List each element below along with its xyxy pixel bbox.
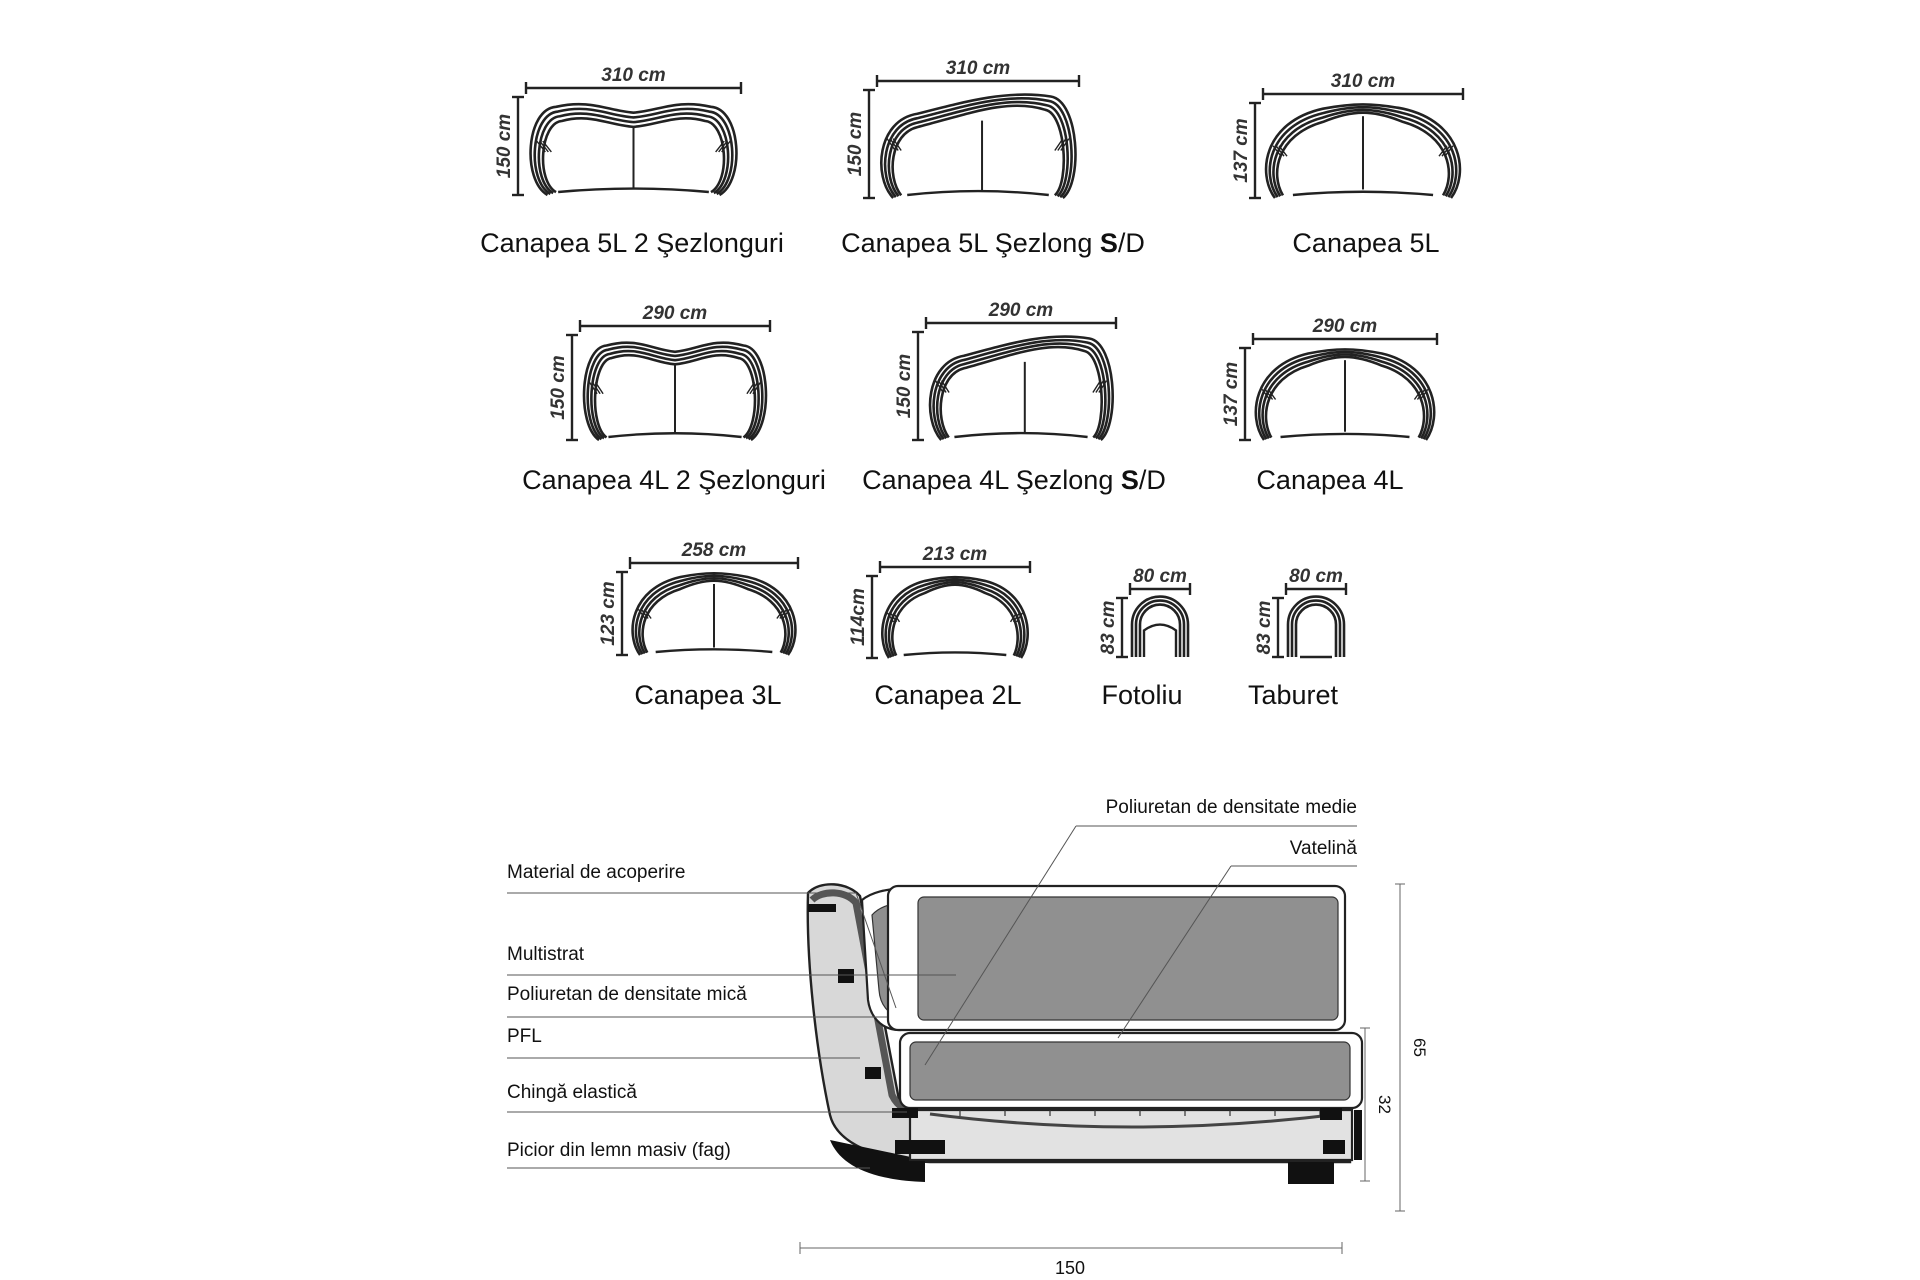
c2l-contour-1 <box>886 580 1025 657</box>
figure-c5l2s <box>494 65 741 195</box>
section-block-1 <box>838 969 854 983</box>
dim-total-height-label: 65 <box>1410 1038 1429 1057</box>
section-leg-right <box>1288 1162 1334 1184</box>
c4ls-width-label: 290 cm <box>988 300 1054 321</box>
figure-c3l <box>598 540 798 655</box>
c5ls-width-label: 310 cm <box>945 58 1011 79</box>
c2l-contour-0 <box>882 577 1027 658</box>
c3l-depth-label: 123 cm <box>598 581 619 646</box>
tab-contour-2 <box>1296 605 1336 657</box>
callout-pu-low: Poliuretan de densitate mică <box>507 984 747 1005</box>
c4ls-depth-label: 150 cm <box>894 353 915 419</box>
section-seat-frame <box>910 1110 1352 1160</box>
label-c4l: Canapea 4L <box>1256 465 1404 495</box>
callout-multistrat: Multistrat <box>507 944 585 965</box>
figure-c2l <box>848 544 1030 658</box>
c5l2s-width-label: 310 cm <box>601 65 666 86</box>
c4l-depth-label: 137 cm <box>1221 361 1242 427</box>
tab-contour-1 <box>1292 601 1340 657</box>
c5l-depth-label: 137 cm <box>1231 118 1252 183</box>
dim-seat-height-label: 32 <box>1375 1095 1394 1114</box>
label-c5l2s: Canapea 5L 2 Şezlonguri <box>480 228 784 258</box>
c2l-seat-front <box>904 652 1007 655</box>
section-block-2 <box>865 1067 881 1079</box>
figure-c4ls <box>894 300 1116 440</box>
callout-picior: Picior din lemn masiv (fag) <box>507 1140 731 1161</box>
c5l-seat-front <box>1293 192 1433 195</box>
label-c4ls-c: /D <box>1138 465 1166 495</box>
c3l-width-label: 258 cm <box>681 540 747 561</box>
label-c5ls-c: /D <box>1117 228 1145 258</box>
c4l2s-depth-label: 150 cm <box>548 355 569 420</box>
section-block-5 <box>895 1140 945 1154</box>
section-block-3 <box>892 1108 918 1118</box>
c5l2s-seat-front <box>558 189 709 192</box>
label-c4l2s: Canapea 4L 2 Şezlonguri <box>522 465 826 495</box>
fot-seat <box>1144 625 1176 657</box>
c5ls-contour-1 <box>885 98 1071 197</box>
callout-material: Material de acoperire <box>507 862 686 883</box>
figure-tab <box>1254 566 1346 657</box>
callout-pu-mid: Poliuretan de densitate medie <box>1105 797 1357 818</box>
callout-pfl: PFL <box>507 1026 542 1047</box>
section-frame-edge <box>1354 1110 1362 1160</box>
c5l2s-depth-label: 150 cm <box>494 113 515 179</box>
c4ls-contour-2 <box>937 344 1105 439</box>
section-block-6 <box>1323 1140 1345 1154</box>
figure-c4l2s <box>548 303 770 440</box>
c4l-seat-front <box>1281 434 1410 437</box>
label-c5ls-b: S <box>1099 228 1118 258</box>
c4l2s-seat-front <box>608 433 741 437</box>
c2l-depth-label: 114cm <box>848 588 869 646</box>
label-tab: Taburet <box>1247 680 1339 710</box>
c5ls-contour-2 <box>889 102 1068 196</box>
label-c5ls <box>841 228 1145 259</box>
section-block-0 <box>808 904 836 912</box>
figure-c4l <box>1221 316 1437 440</box>
label-c2l: Canapea 2L <box>874 680 1022 710</box>
c3l-seat-front <box>656 649 773 652</box>
label-fot: Fotoliu <box>1101 680 1183 710</box>
figure-c5ls <box>845 58 1079 198</box>
c5ls-seat-front <box>907 191 1049 195</box>
c4ls-seat-front <box>954 433 1087 437</box>
callout-chinga: Chingă elastică <box>507 1082 637 1103</box>
label-c5l: Canapea 5L <box>1292 228 1440 258</box>
figure-c5l <box>1231 71 1463 198</box>
tab-width-label: 80 cm <box>1289 566 1343 587</box>
c4l2s-width-label: 290 cm <box>642 303 708 324</box>
dim-depth-label: 150 <box>1054 1258 1086 1278</box>
fot-width-label: 80 cm <box>1133 566 1187 587</box>
section-seat-inner <box>910 1042 1350 1100</box>
c5ls-depth-label: 150 cm <box>845 111 866 177</box>
c5l-width-label: 310 cm <box>1330 71 1396 92</box>
c2l-width-label: 213 cm <box>922 544 988 565</box>
fot-depth-label: 83 cm <box>1098 600 1119 655</box>
label-c4ls-a: Canapea 4L Şezlong <box>862 465 1121 495</box>
c4l-width-label: 290 cm <box>1312 316 1378 337</box>
figure-fot <box>1098 566 1190 657</box>
cross-section <box>507 826 1429 1278</box>
label-c5ls-a: Canapea 5L Şezlong <box>841 228 1100 258</box>
fot-contour-2 <box>1140 605 1180 657</box>
tab-depth-label: 83 cm <box>1254 600 1275 655</box>
label-c4ls-b: S <box>1120 465 1139 495</box>
section-back-inner <box>918 897 1338 1020</box>
label-c4ls <box>862 465 1166 496</box>
section-block-4 <box>1320 1108 1342 1120</box>
c4ls-contour-1 <box>934 340 1109 439</box>
callout-vatelina: Vatelină <box>1289 838 1357 859</box>
label-c3l: Canapea 3L <box>634 680 782 710</box>
